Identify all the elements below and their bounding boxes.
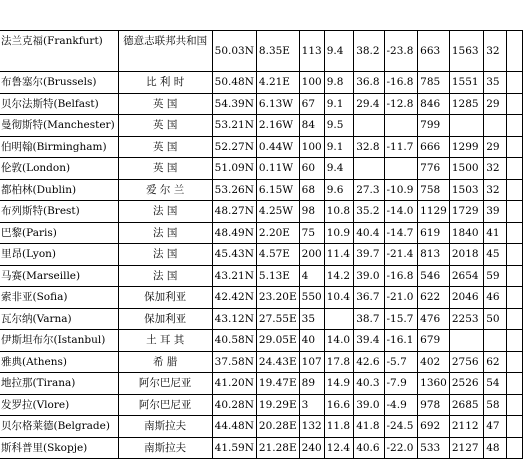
value-cell: 546 — [418, 265, 450, 287]
country-cell: 法 国 — [118, 201, 212, 223]
longitude-cell: 5.13E — [256, 265, 299, 287]
longitude-cell: 6.13W — [256, 93, 299, 115]
value-cell: 36.8 — [354, 72, 384, 94]
value-cell: 36.7 — [354, 287, 384, 309]
value-cell: 40.3 — [354, 373, 384, 395]
empty-cell — [507, 179, 523, 201]
latitude-cell: 53.26N — [212, 179, 256, 201]
value-cell — [484, 330, 507, 352]
country-cell: 英 国 — [118, 136, 212, 158]
value-cell: 35.2 — [354, 201, 384, 223]
altitude-cell: 100 — [299, 72, 324, 94]
value-cell: 41 — [484, 222, 507, 244]
city-name-cell: 斯科普里(Skopje) — [0, 437, 118, 459]
city-name-cell: 巴黎(Paris) — [0, 222, 118, 244]
value-cell: -16.1 — [384, 330, 418, 352]
value-cell: 12.4 — [324, 437, 353, 459]
longitude-cell: 27.55E — [256, 308, 299, 330]
value-cell: 1129 — [418, 201, 450, 223]
value-cell: 45 — [484, 244, 507, 266]
altitude-cell: 84 — [299, 115, 324, 137]
value-cell: -15.7 — [384, 308, 418, 330]
table-row — [0, 308, 523, 330]
country-cell: 保加利亚 — [118, 308, 212, 330]
table-row — [0, 373, 523, 395]
country-cell: 英 国 — [118, 158, 212, 180]
value-cell: 32 — [484, 179, 507, 201]
value-cell: 476 — [418, 308, 450, 330]
city-name-cell: 马赛(Marseille) — [0, 265, 118, 287]
value-cell: 38.7 — [354, 308, 384, 330]
country-cell: 比 利 时 — [118, 72, 212, 94]
altitude-cell: 75 — [299, 222, 324, 244]
value-cell: -16.8 — [384, 265, 418, 287]
table-row — [0, 222, 523, 244]
value-cell: 1285 — [449, 93, 483, 115]
value-cell: 59 — [484, 265, 507, 287]
empty-cell — [507, 222, 523, 244]
value-cell: -14.0 — [384, 201, 418, 223]
altitude-cell: 67 — [299, 93, 324, 115]
table-row — [0, 394, 523, 416]
longitude-cell: 2.16W — [256, 115, 299, 137]
value-cell — [354, 158, 384, 180]
empty-cell — [507, 394, 523, 416]
value-cell: 1563 — [449, 31, 483, 72]
altitude-cell: 4 — [299, 265, 324, 287]
latitude-cell: 53.21N — [212, 115, 256, 137]
empty-cell — [507, 31, 523, 72]
country-cell: 南斯拉夫 — [118, 416, 212, 438]
altitude-cell: 132 — [299, 416, 324, 438]
value-cell: 663 — [418, 31, 450, 72]
table-row — [0, 330, 523, 352]
value-cell: -23.8 — [384, 31, 418, 72]
value-cell: 17.8 — [324, 351, 353, 373]
value-cell: 2685 — [449, 394, 483, 416]
value-cell: 58 — [484, 394, 507, 416]
table-row — [0, 351, 523, 373]
altitude-cell: 40 — [299, 330, 324, 352]
value-cell: 2756 — [449, 351, 483, 373]
country-cell: 爱 尔 兰 — [118, 179, 212, 201]
value-cell: 1840 — [449, 222, 483, 244]
table-row — [0, 416, 523, 438]
value-cell: -10.9 — [384, 179, 418, 201]
latitude-cell: 43.12N — [212, 308, 256, 330]
value-cell: 29 — [484, 93, 507, 115]
value-cell: 679 — [418, 330, 450, 352]
city-name-cell: 索非亚(Sofia) — [0, 287, 118, 309]
country-cell: 法 国 — [118, 244, 212, 266]
table-row — [0, 179, 523, 201]
value-cell: 9.4 — [324, 31, 353, 72]
value-cell: 39.7 — [354, 244, 384, 266]
altitude-cell: 68 — [299, 179, 324, 201]
city-name-cell: 贝尔格莱德(Belgrade) — [0, 416, 118, 438]
city-name-cell: 瓦尔纳(Varna) — [0, 308, 118, 330]
value-cell: 32 — [484, 158, 507, 180]
value-cell: 785 — [418, 72, 450, 94]
longitude-cell: 19.47E — [256, 373, 299, 395]
value-cell: 11.8 — [324, 416, 353, 438]
empty-cell — [507, 136, 523, 158]
value-cell: 1503 — [449, 179, 483, 201]
latitude-cell: 51.09N — [212, 158, 256, 180]
city-name-cell: 地拉那(Tirana) — [0, 373, 118, 395]
value-cell: 1729 — [449, 201, 483, 223]
value-cell: 978 — [418, 394, 450, 416]
value-cell: 846 — [418, 93, 450, 115]
value-cell — [354, 115, 384, 137]
city-name-cell: 布列斯特(Brest) — [0, 201, 118, 223]
longitude-cell: 8.35E — [256, 31, 299, 72]
value-cell: 35 — [484, 72, 507, 94]
value-cell: 2018 — [449, 244, 483, 266]
country-cell: 英 国 — [118, 93, 212, 115]
value-cell: -21.0 — [384, 287, 418, 309]
value-cell: -24.5 — [384, 416, 418, 438]
latitude-cell: 48.49N — [212, 222, 256, 244]
value-cell: 9.8 — [324, 72, 353, 94]
value-cell: 692 — [418, 416, 450, 438]
longitude-cell: 4.21E — [256, 72, 299, 94]
empty-cell — [507, 437, 523, 459]
empty-cell — [507, 158, 523, 180]
value-cell — [449, 330, 483, 352]
value-cell: 1551 — [449, 72, 483, 94]
value-cell: 2654 — [449, 265, 483, 287]
city-name-cell: 里昂(Lyon) — [0, 244, 118, 266]
table-row — [0, 244, 523, 266]
value-cell: 16.6 — [324, 394, 353, 416]
value-cell: -12.8 — [384, 93, 418, 115]
empty-cell — [507, 201, 523, 223]
longitude-cell: 0.44W — [256, 136, 299, 158]
value-cell: 1500 — [449, 158, 483, 180]
longitude-cell: 6.15W — [256, 179, 299, 201]
value-cell — [384, 158, 418, 180]
value-cell — [449, 115, 483, 137]
value-cell: 9.6 — [324, 179, 353, 201]
altitude-cell: 107 — [299, 351, 324, 373]
value-cell: 48 — [484, 437, 507, 459]
value-cell: -4.9 — [384, 394, 418, 416]
city-name-cell: 法兰克福(Frankfurt) — [0, 31, 118, 72]
value-cell: 10.4 — [324, 287, 353, 309]
value-cell: 32 — [484, 31, 507, 72]
city-name-cell: 伯明翰(Birmingham) — [0, 136, 118, 158]
value-cell: 9.4 — [324, 158, 353, 180]
longitude-cell: 4.25W — [256, 201, 299, 223]
table-row — [0, 115, 523, 137]
table-row — [0, 437, 523, 459]
empty-cell — [507, 115, 523, 137]
city-name-cell: 都柏林(Dublin) — [0, 179, 118, 201]
country-cell: 德意志联邦共和国 — [118, 31, 212, 72]
latitude-cell: 40.58N — [212, 330, 256, 352]
value-cell — [384, 115, 418, 137]
table-row — [0, 136, 523, 158]
value-cell: 39.4 — [354, 330, 384, 352]
altitude-cell: 550 — [299, 287, 324, 309]
value-cell: 402 — [418, 351, 450, 373]
altitude-cell: 200 — [299, 244, 324, 266]
empty-cell — [507, 351, 523, 373]
value-cell: 666 — [418, 136, 450, 158]
value-cell: 10.9 — [324, 222, 353, 244]
value-cell — [484, 115, 507, 137]
value-cell: 2526 — [449, 373, 483, 395]
empty-cell — [507, 72, 523, 94]
table-row — [0, 72, 523, 94]
longitude-cell: 19.29E — [256, 394, 299, 416]
value-cell: 46 — [484, 287, 507, 309]
altitude-cell: 89 — [299, 373, 324, 395]
table-row — [0, 93, 523, 115]
value-cell: -21.4 — [384, 244, 418, 266]
value-cell: 39.0 — [354, 394, 384, 416]
country-cell: 法 国 — [118, 265, 212, 287]
latitude-cell: 50.48N — [212, 72, 256, 94]
latitude-cell: 45.43N — [212, 244, 256, 266]
value-cell: -16.8 — [384, 72, 418, 94]
table-row — [0, 201, 523, 223]
value-cell: -7.9 — [384, 373, 418, 395]
value-cell: 2127 — [449, 437, 483, 459]
latitude-cell: 44.48N — [212, 416, 256, 438]
value-cell: 50 — [484, 308, 507, 330]
value-cell: 54 — [484, 373, 507, 395]
latitude-cell: 54.39N — [212, 93, 256, 115]
empty-cell — [507, 265, 523, 287]
value-cell: 14.9 — [324, 373, 353, 395]
city-name-cell: 伊斯坦布尔(Istanbul) — [0, 330, 118, 352]
value-cell: 2046 — [449, 287, 483, 309]
city-name-cell: 发罗拉(Vlore) — [0, 394, 118, 416]
value-cell: 619 — [418, 222, 450, 244]
altitude-cell: 113 — [299, 31, 324, 72]
value-cell: 14.0 — [324, 330, 353, 352]
value-cell: 29 — [484, 136, 507, 158]
value-cell: 758 — [418, 179, 450, 201]
longitude-cell: 2.20E — [256, 222, 299, 244]
value-cell: 38.2 — [354, 31, 384, 72]
altitude-cell: 100 — [299, 136, 324, 158]
longitude-cell: 29.05E — [256, 330, 299, 352]
longitude-cell: 23.20E — [256, 287, 299, 309]
city-name-cell: 曼彻斯特(Manchester) — [0, 115, 118, 137]
table-row — [0, 287, 523, 309]
value-cell: 776 — [418, 158, 450, 180]
longitude-cell: 0.11W — [256, 158, 299, 180]
value-cell: 32.8 — [354, 136, 384, 158]
value-cell: 622 — [418, 287, 450, 309]
value-cell: 799 — [418, 115, 450, 137]
value-cell: 1299 — [449, 136, 483, 158]
latitude-cell: 37.58N — [212, 351, 256, 373]
table-row — [0, 265, 523, 287]
altitude-cell: 240 — [299, 437, 324, 459]
value-cell: 813 — [418, 244, 450, 266]
value-cell: 40.6 — [354, 437, 384, 459]
value-cell — [324, 308, 353, 330]
altitude-cell: 60 — [299, 158, 324, 180]
empty-cell — [507, 373, 523, 395]
city-name-cell: 伦敦(London) — [0, 158, 118, 180]
longitude-cell: 4.57E — [256, 244, 299, 266]
value-cell: -5.7 — [384, 351, 418, 373]
altitude-cell: 35 — [299, 308, 324, 330]
empty-cell — [507, 244, 523, 266]
country-cell: 南斯拉夫 — [118, 437, 212, 459]
city-name-cell: 雅典(Athens) — [0, 351, 118, 373]
latitude-cell: 42.42N — [212, 287, 256, 309]
value-cell: -11.7 — [384, 136, 418, 158]
altitude-cell: 98 — [299, 201, 324, 223]
country-cell: 英 国 — [118, 115, 212, 137]
value-cell: 9.5 — [324, 115, 353, 137]
value-cell: 41.8 — [354, 416, 384, 438]
latitude-cell: 41.59N — [212, 437, 256, 459]
value-cell: 29.4 — [354, 93, 384, 115]
value-cell: 42.6 — [354, 351, 384, 373]
table-row — [0, 31, 523, 72]
empty-cell — [507, 330, 523, 352]
latitude-cell: 48.27N — [212, 201, 256, 223]
altitude-cell: 3 — [299, 394, 324, 416]
value-cell: 62 — [484, 351, 507, 373]
value-cell: 1360 — [418, 373, 450, 395]
value-cell: -14.7 — [384, 222, 418, 244]
country-cell: 保加利亚 — [118, 287, 212, 309]
latitude-cell: 41.20N — [212, 373, 256, 395]
value-cell: 533 — [418, 437, 450, 459]
table-row — [0, 158, 523, 180]
value-cell: 11.4 — [324, 244, 353, 266]
value-cell: 27.3 — [354, 179, 384, 201]
table-body — [0, 31, 523, 459]
value-cell: 14.2 — [324, 265, 353, 287]
value-cell: 9.1 — [324, 93, 353, 115]
latitude-cell: 52.27N — [212, 136, 256, 158]
city-climate-table — [0, 30, 523, 459]
value-cell: 10.8 — [324, 201, 353, 223]
value-cell: 39.0 — [354, 265, 384, 287]
country-cell: 土 耳 其 — [118, 330, 212, 352]
value-cell: 2253 — [449, 308, 483, 330]
empty-cell — [507, 287, 523, 309]
latitude-cell: 43.21N — [212, 265, 256, 287]
empty-cell — [507, 93, 523, 115]
latitude-cell: 40.28N — [212, 394, 256, 416]
value-cell: 39 — [484, 201, 507, 223]
empty-cell — [507, 416, 523, 438]
longitude-cell: 20.28E — [256, 416, 299, 438]
value-cell: 9.1 — [324, 136, 353, 158]
value-cell: 2112 — [449, 416, 483, 438]
longitude-cell: 24.43E — [256, 351, 299, 373]
latitude-cell: 50.03N — [212, 31, 256, 72]
value-cell: -22.0 — [384, 437, 418, 459]
longitude-cell: 21.28E — [256, 437, 299, 459]
country-cell: 阿尔巴尼亚 — [118, 373, 212, 395]
value-cell: 47 — [484, 416, 507, 438]
country-cell: 希 腊 — [118, 351, 212, 373]
country-cell: 法 国 — [118, 222, 212, 244]
country-cell: 阿尔巴尼亚 — [118, 394, 212, 416]
city-name-cell: 贝尔法斯特(Belfast) — [0, 93, 118, 115]
empty-cell — [507, 308, 523, 330]
value-cell: 40.4 — [354, 222, 384, 244]
city-name-cell: 布鲁塞尔(Brussels) — [0, 72, 118, 94]
